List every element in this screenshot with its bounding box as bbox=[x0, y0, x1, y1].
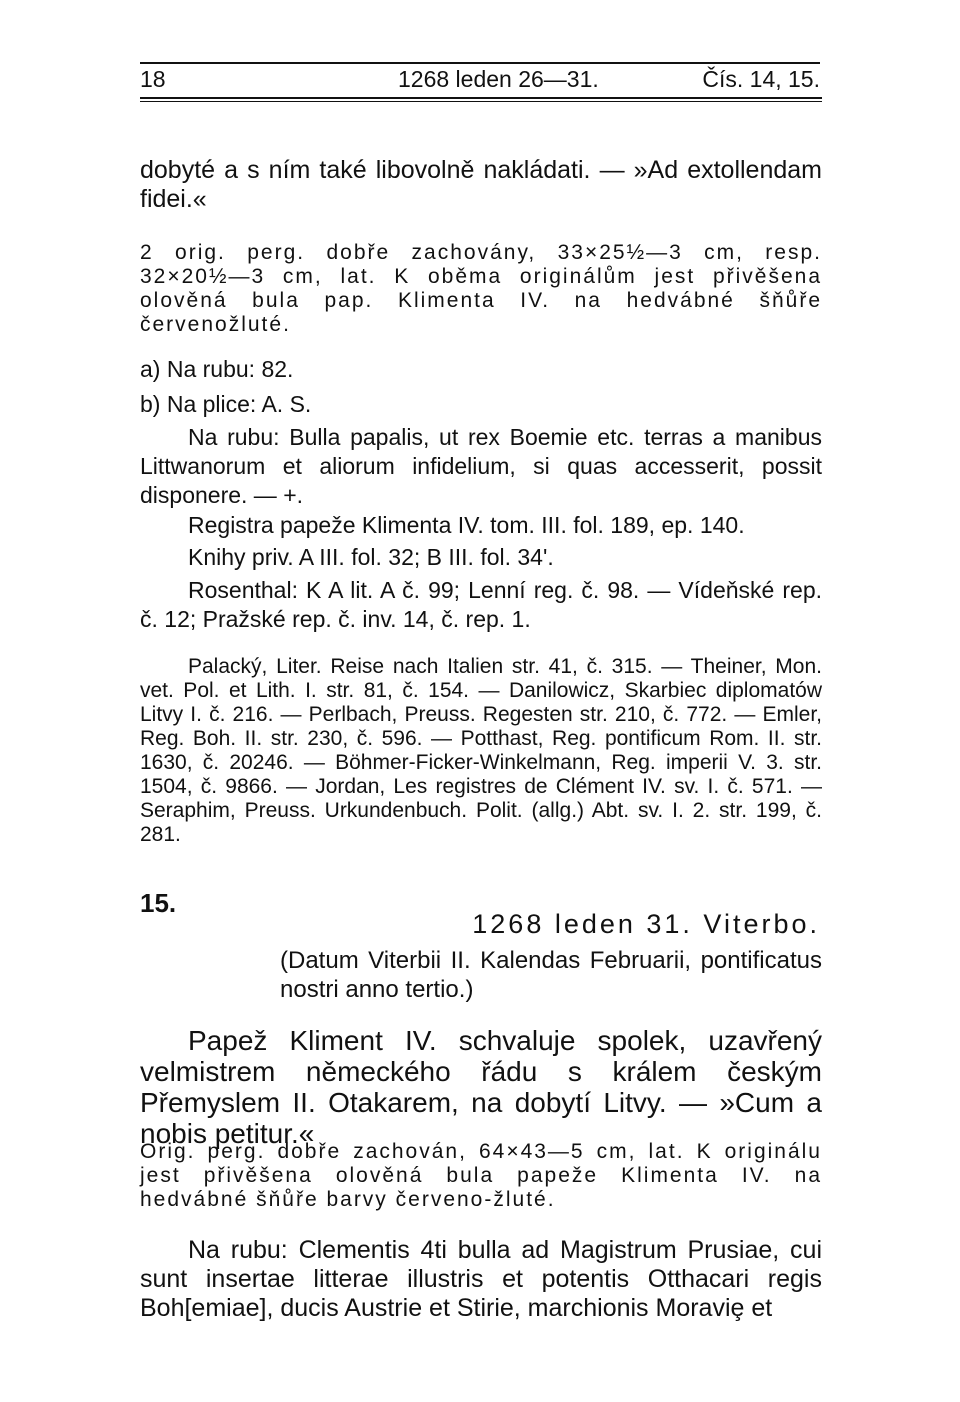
doc15-original-note: Orig. perg. dobře zachován, 64×43—5 cm, lat. K originálu jest přivěšena olověná bula papeže Klimenta IV. na hedvábné šňůře barvy červeno-žluté. bbox=[140, 1140, 822, 1211]
doc14-note-a: a) Na rubu: 82. bbox=[140, 356, 294, 382]
document-page bbox=[140, 0, 822, 1402]
header-document-numbers: Čís. 14, 15. bbox=[702, 66, 820, 92]
header-rule-top bbox=[140, 62, 820, 64]
doc15-title: Papež Kliment IV. schvaluje spolek, uzavřený velmistrem německého řádu s králem českým Přemyslem II. Otakarem, na dobytí Litvy. — »Cum a nobis petitur.« bbox=[140, 1025, 822, 1149]
doc14-literature: Palacký, Liter. Reise nach Italien str. 41, č. 315. — Theiner, Mon. vet. Pol. et Lith. I. str. 81, č. 154. — Danilowicz, Skarbiec diplomatów Litvy I. č. 216. — Perlbach, Preuss. Regesten str. 210, č. 772. — Emler, Reg. Boh. II. str. 230, č. 596. — Potthast, Reg. pontificum Rom. II. str. 1630, č. 20246. — Böhmer-Ficker-Winkelmann, Reg. imperii V. 3. str. 1504, č. 9866. — Jordan, Les registres de Clément IV. sv. I. č. 571. — Seraphim, Preuss. Urkundenbuch. Polit. (allg.) Abt. sv. I. 2. str. 199, č. 281. bbox=[140, 655, 822, 846]
running-header bbox=[140, 66, 822, 96]
doc15-datum: (Datum Viterbii II. Kalendas Februarii, pontificatus nostri anno tertio.) bbox=[280, 947, 822, 1003]
doc15-dorsal-note: Na rubu: Clementis 4ti bulla ad Magistrum Prusiae, cui sunt insertae litterae illustris et potentis Otthacari regis Boh[emiae], ducis Austrie et Stirie, marchionis Moraviȩ et bbox=[140, 1236, 822, 1322]
doc14-knihy: Knihy priv. A III. fol. 32; B III. fol. 34'. bbox=[188, 544, 554, 570]
doc14-note-b: b) Na plice: A. S. bbox=[140, 391, 312, 417]
doc15-dateline: 1268 leden 31. Viterbo. bbox=[472, 909, 820, 939]
doc14-registra: Registra papeže Klimenta IV. tom. III. fol. 189, ep. 140. bbox=[188, 512, 745, 538]
doc14-rosenthal: Rosenthal: K A lit. A č. 99; Lenní reg. č. 98. — Vídeňské rep. č. 12; Pražské rep. č. inv. 14, č. rep. 1. bbox=[140, 577, 822, 632]
header-rule-bottom-thin bbox=[140, 101, 822, 102]
doc15-number: 15. bbox=[140, 888, 177, 918]
header-date-range: 1268 leden 26—31. bbox=[398, 66, 599, 92]
doc14-dorsal-note: Na rubu: Bulla papalis, ut rex Boemie etc. terras a manibus Littwanorum et aliorum infidelium, si quas accesserit, possit disponere. — +. bbox=[140, 424, 822, 508]
doc14-text-end: dobyté a s ním také libovolně nakládati. — »Ad extollendam fidei.« bbox=[140, 156, 822, 213]
page-number: 18 bbox=[140, 66, 166, 92]
header-rule-bottom bbox=[140, 97, 822, 99]
doc14-original-note: 2 orig. perg. dobře zachovány, 33×25½—3 cm, resp. 32×20½—3 cm, lat. K oběma originálům jest přivěšena olověná bula pap. Klimenta IV. na hedvábné šňůře červenožluté. bbox=[140, 241, 822, 336]
